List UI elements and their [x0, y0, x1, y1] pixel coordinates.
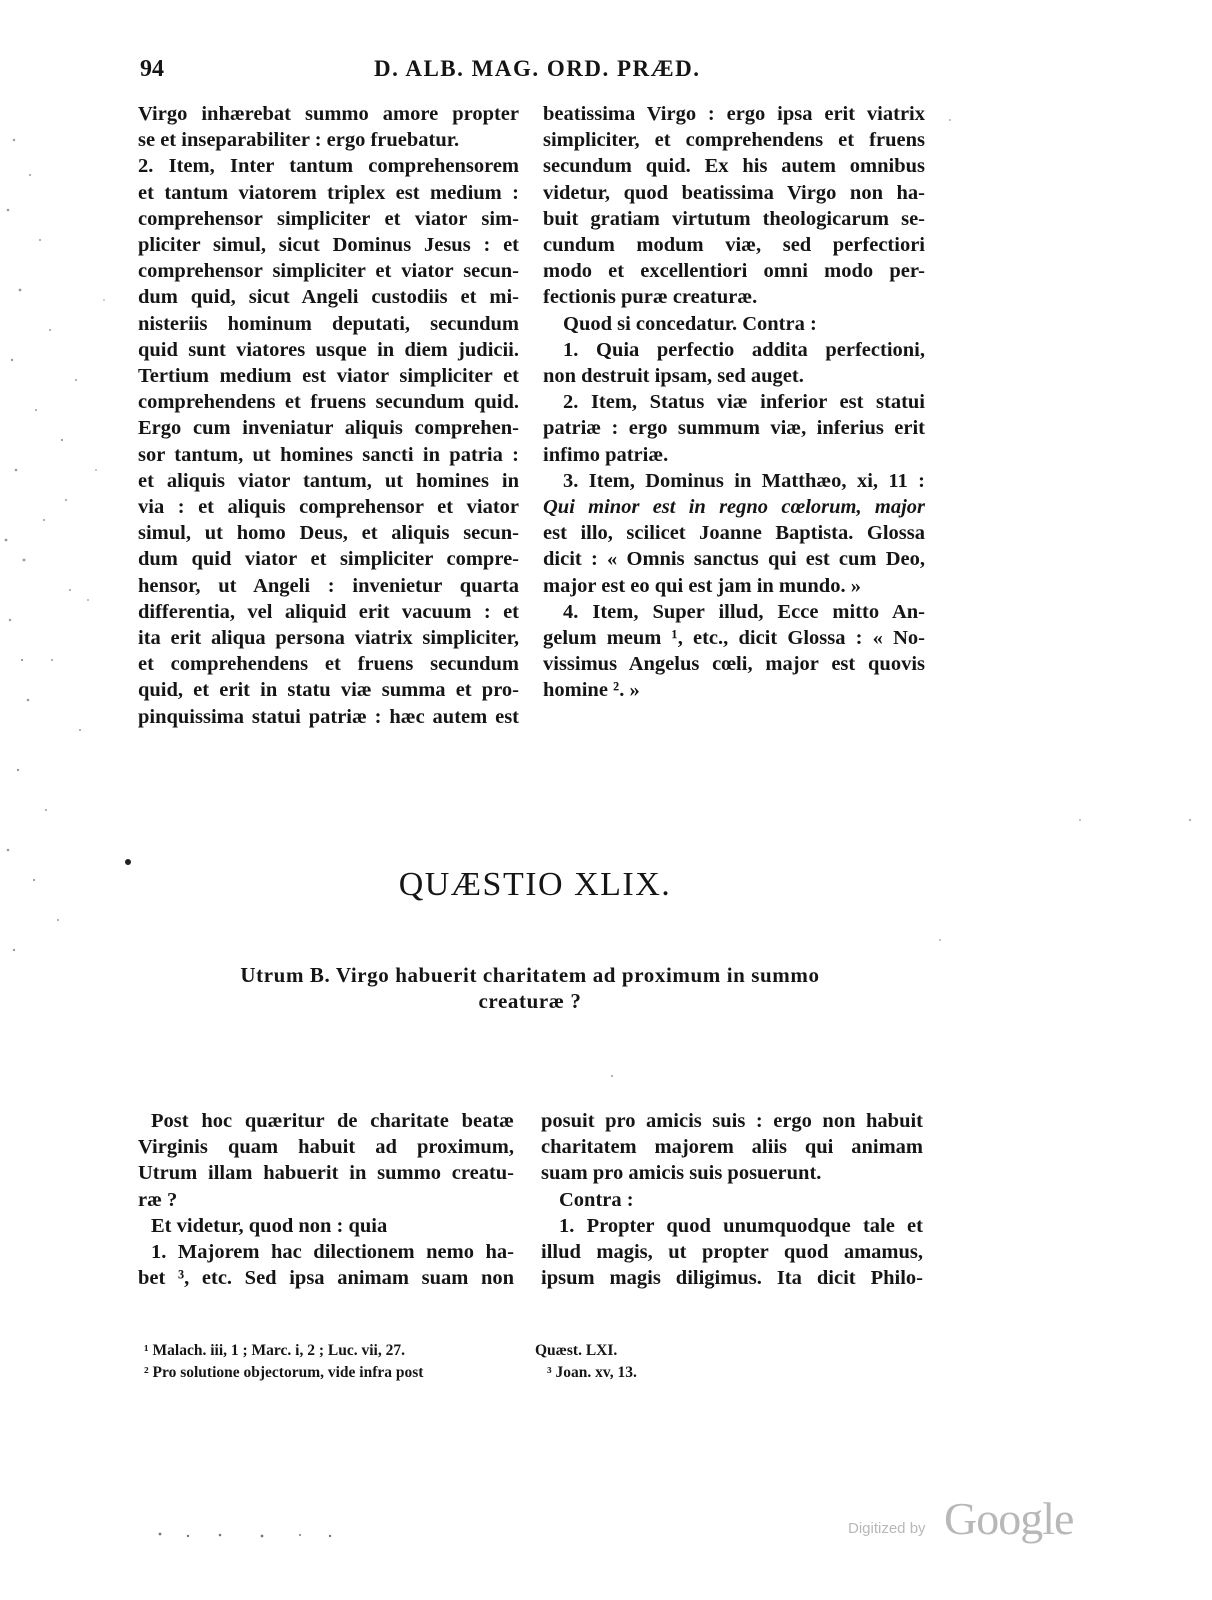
text-line: pinquissima statui patriæ : hæc autem est — [138, 705, 519, 728]
text-line: Ergo cum inveniatur aliquis comprehen- — [138, 417, 519, 440]
footnote: ¹ Malach. iii, 1 ; Marc. i, 2 ; Luc. vii, 27. — [144, 1342, 405, 1359]
text-line: ipsum magis diligimus. Ita dicit Philo- — [541, 1267, 923, 1290]
text-line: Utrum illam habuerit in summo creatu- — [138, 1162, 514, 1185]
text-line: fectionis puræ creaturæ. — [543, 286, 758, 309]
column-lower-left — [138, 1108, 514, 1291]
text-line: 1. Quia perfectio addita perfectioni, — [563, 338, 925, 361]
question-heading: QUÆSTIO XLIX. — [398, 866, 672, 903]
text-line: secundum quid. Ex his autem omnibus — [543, 155, 925, 178]
text-line: 1. Majorem hac dilectionem nemo ha- — [151, 1241, 514, 1264]
text-line: dum quid, sicut Angeli custodiis et mi- — [138, 286, 519, 309]
text-line: Tertium medium est viator simpliciter et — [138, 365, 519, 388]
text-line: gelum meum ¹, etc., dicit Glossa : « No- — [543, 627, 925, 650]
text-line: 4. Item, Super illud, Ecce mitto An- — [563, 600, 925, 623]
text-line: sor tantum, ut homines sancti in patria : — [138, 443, 519, 466]
text-line: bet ³, etc. Sed ipsa animam suam non — [138, 1267, 514, 1290]
text-line: comprehensor simpliciter et viator secun- — [138, 260, 519, 283]
text-line: 3. Item, Dominus in Matthæo, xi, 11 : — [563, 469, 925, 492]
text-line: illud magis, ut propter quod amamus, — [541, 1241, 923, 1264]
text-line: vissimus Angelus cœli, major est quovis — [543, 653, 925, 676]
running-head — [136, 56, 936, 96]
footnotes-right — [535, 1340, 835, 1384]
footnote: ² Pro solutione objectorum, vide infra post — [144, 1364, 424, 1381]
column-upper-right — [543, 101, 925, 704]
question-subheading — [160, 962, 900, 1014]
text-line: simul, ut homo Deus, et aliquis secun- — [138, 522, 519, 545]
text-line: hensor, ut Angeli : invenietur quarta — [138, 574, 519, 597]
text-line: videtur, quod beatissima Virgo non ha- — [543, 181, 925, 204]
column-lower-right — [541, 1108, 923, 1291]
text-line: charitatem majorem aliis qui animam — [541, 1136, 923, 1159]
text-line: ita erit aliqua persona viatrix simpliciter, — [138, 627, 519, 650]
text-line: beatissima Virgo : ergo ipsa erit viatrix — [543, 103, 925, 125]
text-line: posuit pro amicis suis : ergo non habuit — [541, 1110, 923, 1132]
text-line: dicit : « Omnis sanctus qui est cum Deo, — [543, 548, 925, 571]
footnote: ³ Joan. xv, 13. — [547, 1364, 637, 1381]
text-line: ræ ? — [138, 1188, 178, 1211]
watermark-prefix: Digitized by — [848, 1520, 926, 1537]
footnote: Quæst. LXI. — [535, 1342, 618, 1359]
text-line: quid sunt viatores usque in diem judicii. — [138, 338, 519, 361]
text-line: differentia, vel aliquid erit vacuum : et — [138, 600, 519, 623]
text-line: Contra : — [559, 1188, 634, 1211]
text-line: et tantum viatorem triplex est medium : — [138, 181, 519, 204]
text-line: nisteriis hominum deputati, secundum — [138, 312, 519, 335]
text-line: infimo patriæ. — [543, 443, 669, 466]
text-line: comprehensor simpliciter et viator sim- — [138, 207, 519, 230]
text-line: Et videtur, quod non : quia — [151, 1214, 388, 1237]
text-line: et comprehendens et fruens secundum — [138, 653, 519, 676]
text-line: quid, et erit in statu viæ summa et pro- — [138, 679, 519, 702]
text-line: buit gratiam virtutum theologicarum se- — [543, 207, 925, 230]
text-line: Virginis quam habuit ad proximum, — [138, 1136, 514, 1159]
running-title: D. ALB. MAG. ORD. PRÆD. — [374, 56, 701, 81]
text-line: major est eo qui est jam in mundo. » — [543, 574, 861, 597]
text-line: 2. Item, Inter tantum comprehensorem — [138, 155, 519, 178]
text-line: Qui minor est in regno cœlorum, major — [543, 496, 925, 519]
subheading-line: Utrum B. Virgo habuerit charitatem ad proximum in summo — [240, 963, 820, 987]
text-line: Quod si concedatur. Contra : — [563, 312, 817, 335]
google-logo: Google — [944, 1493, 1074, 1544]
text-line: homine ². » — [543, 679, 640, 702]
text-line: non destruit ipsam, sed auget. — [543, 365, 804, 388]
footnotes-left — [144, 1340, 524, 1384]
text-line: se et inseparabiliter : ergo fruebatur. — [138, 129, 460, 152]
text-line: 1. Propter quod unumquodque tale et — [559, 1214, 923, 1237]
digitized-by-google-watermark — [848, 1492, 1088, 1552]
text-line: simpliciter, et comprehendens et fruens — [543, 129, 925, 152]
text-line: Virgo inhærebat summo amore propter — [138, 103, 519, 125]
text-line: patriæ : ergo summum viæ, inferius erit — [543, 417, 925, 440]
column-upper-left — [138, 101, 519, 730]
text-line: est illo, scilicet Joanne Baptista. Glossa — [543, 522, 925, 545]
text-line: cundum modum viæ, sed perfectiori — [543, 234, 925, 257]
subheading-line: creaturæ ? — [478, 989, 582, 1013]
text-line: dum quid viator et simpliciter compre- — [138, 548, 519, 571]
text-line: via : et aliquis comprehensor et viator — [138, 496, 519, 519]
text-line: suam pro amicis suis posuerunt. — [541, 1162, 822, 1185]
text-line: 2. Item, Status viæ inferior est statui — [563, 391, 925, 414]
text-line: et aliquis viator tantum, ut homines in — [138, 469, 519, 492]
text-line: Post hoc quæritur de charitate beatæ — [151, 1110, 514, 1132]
page-number: 94 — [140, 56, 164, 82]
text-line: modo et excellentiori omni modo per- — [543, 260, 925, 283]
text-line: comprehendens et fruens secundum quid. — [138, 391, 519, 414]
text-line: pliciter simul, sicut Dominus Jesus : et — [138, 234, 519, 257]
